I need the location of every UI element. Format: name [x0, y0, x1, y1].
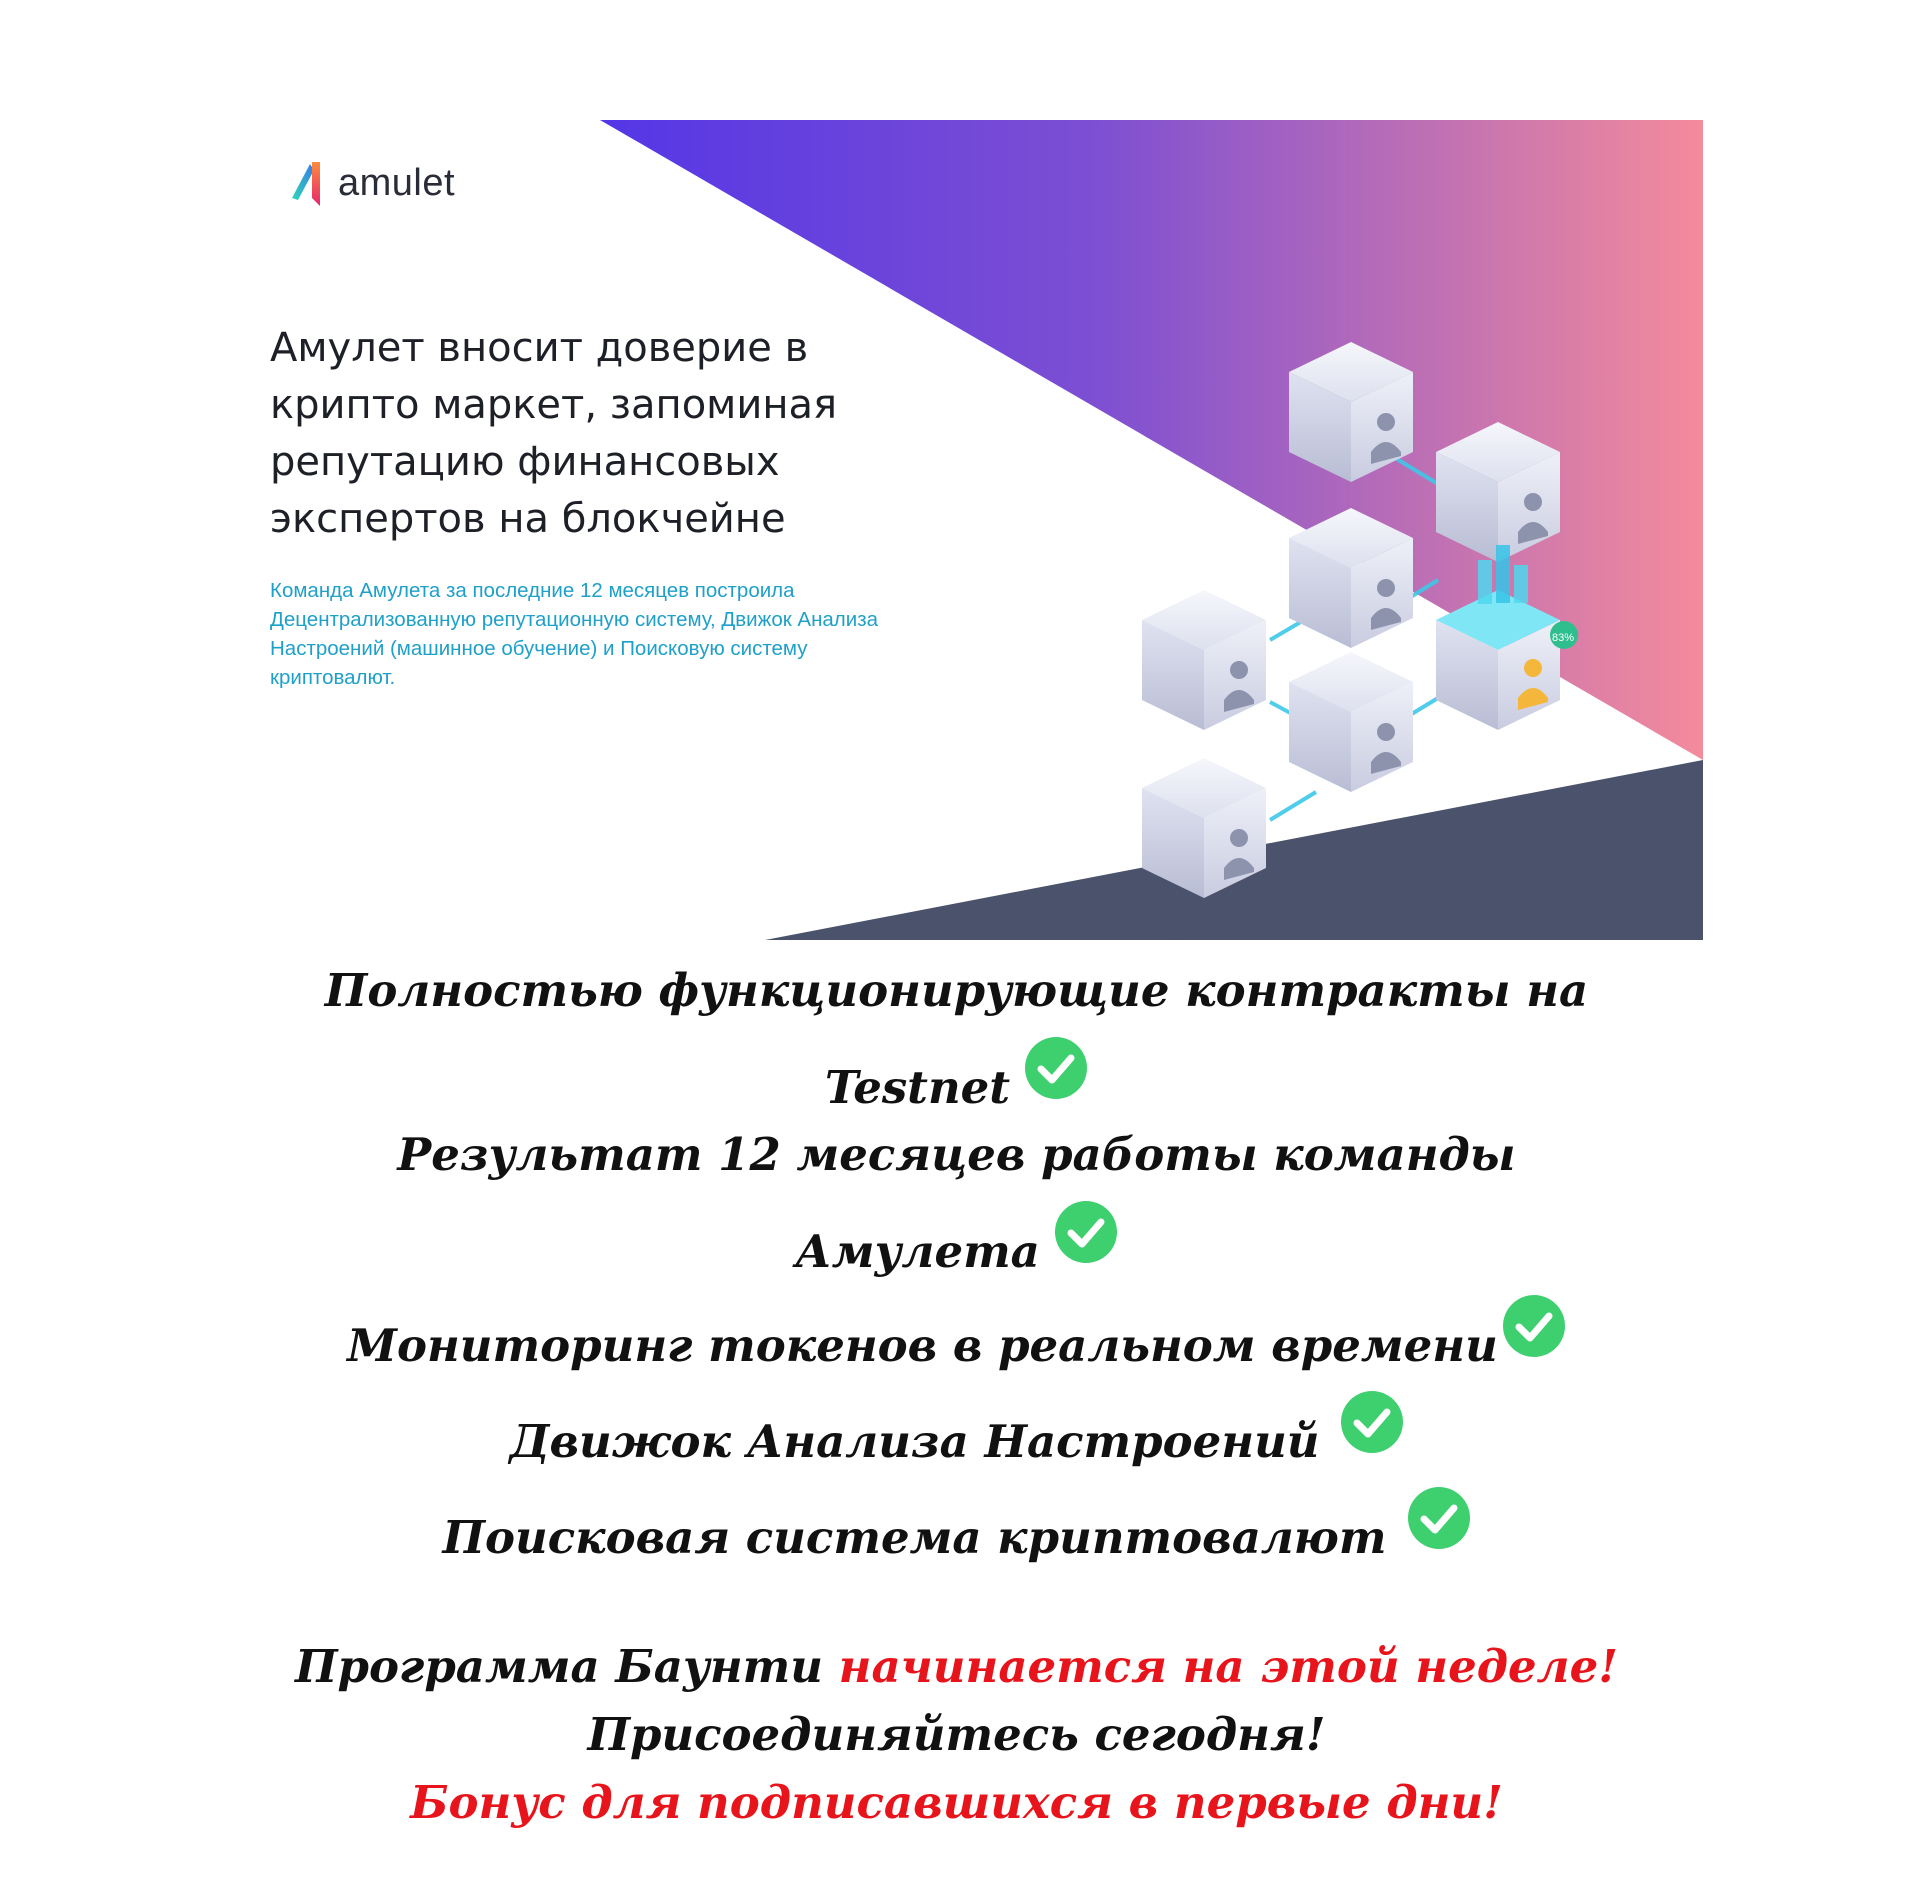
amulet-logo-icon [288, 158, 328, 208]
feature-1-line2 [0, 1054, 1913, 1129]
check-icon [1407, 1486, 1471, 1561]
brand-logo [288, 158, 455, 208]
headline-line: экспертов на блокчейне [270, 496, 786, 542]
check-icon [1502, 1294, 1566, 1369]
percentage-badge: 83% [1552, 632, 1575, 644]
subtext-line: криптовалют. [270, 666, 396, 689]
bonus-text: Бонус для подписавшихся в первые дни! [410, 1776, 1503, 1829]
banner-headline [270, 320, 970, 548]
cube-5 [1289, 652, 1413, 792]
headline-line: репутацию финансовых [270, 439, 780, 485]
promo-banner [270, 120, 1703, 940]
banner-subtext [270, 576, 1030, 692]
feature-5-text: Поисковая система криптовалют [442, 1511, 1387, 1564]
cube-6 [1142, 758, 1266, 898]
headline-line: крипто маркет, запоминая [270, 382, 838, 428]
feature-1-text: Testnet [824, 1061, 1011, 1114]
feature-5 [0, 1504, 1913, 1579]
cube-4 [1142, 590, 1266, 730]
cube-1 [1289, 342, 1413, 482]
feature-4 [0, 1408, 1913, 1483]
feature-2-text: Амулета [795, 1225, 1040, 1278]
check-icon [1054, 1200, 1118, 1275]
subtext-line: Настроений (машинное обучение) и Поисковую систему [270, 637, 808, 660]
feature-2-line2 [0, 1218, 1913, 1293]
feature-3-text: Мониторинг токенов в реальном времени [347, 1319, 1498, 1372]
cube-2 [1436, 422, 1560, 562]
check-icon [1340, 1390, 1404, 1465]
bounty-prefix: Программа Баунти [295, 1640, 839, 1693]
headline-line: Амулет вносит доверие в [270, 325, 809, 371]
brand-name: amulet [338, 161, 456, 204]
join-call-to-action: Присоединяйтесь сегодня! [587, 1708, 1326, 1761]
feature-4-text: Движок Анализа Настроений [509, 1415, 1320, 1468]
feature-2-line1: Результат 12 месяцев работы команды [397, 1128, 1516, 1181]
bounty-announcement [0, 1640, 1913, 1693]
subtext-line: Команда Амулета за последние 12 месяцев построила [270, 579, 795, 602]
subtext-line: Децентрализованную репутационную систему, Движок Анализа [270, 608, 879, 631]
bounty-highlight: начинается на этой неделе! [838, 1640, 1618, 1693]
cube-3 [1289, 508, 1413, 648]
feature-3 [0, 1312, 1913, 1387]
feature-1-line1: Полностью функционирующие контракты на [324, 964, 1589, 1017]
check-icon [1024, 1036, 1088, 1111]
